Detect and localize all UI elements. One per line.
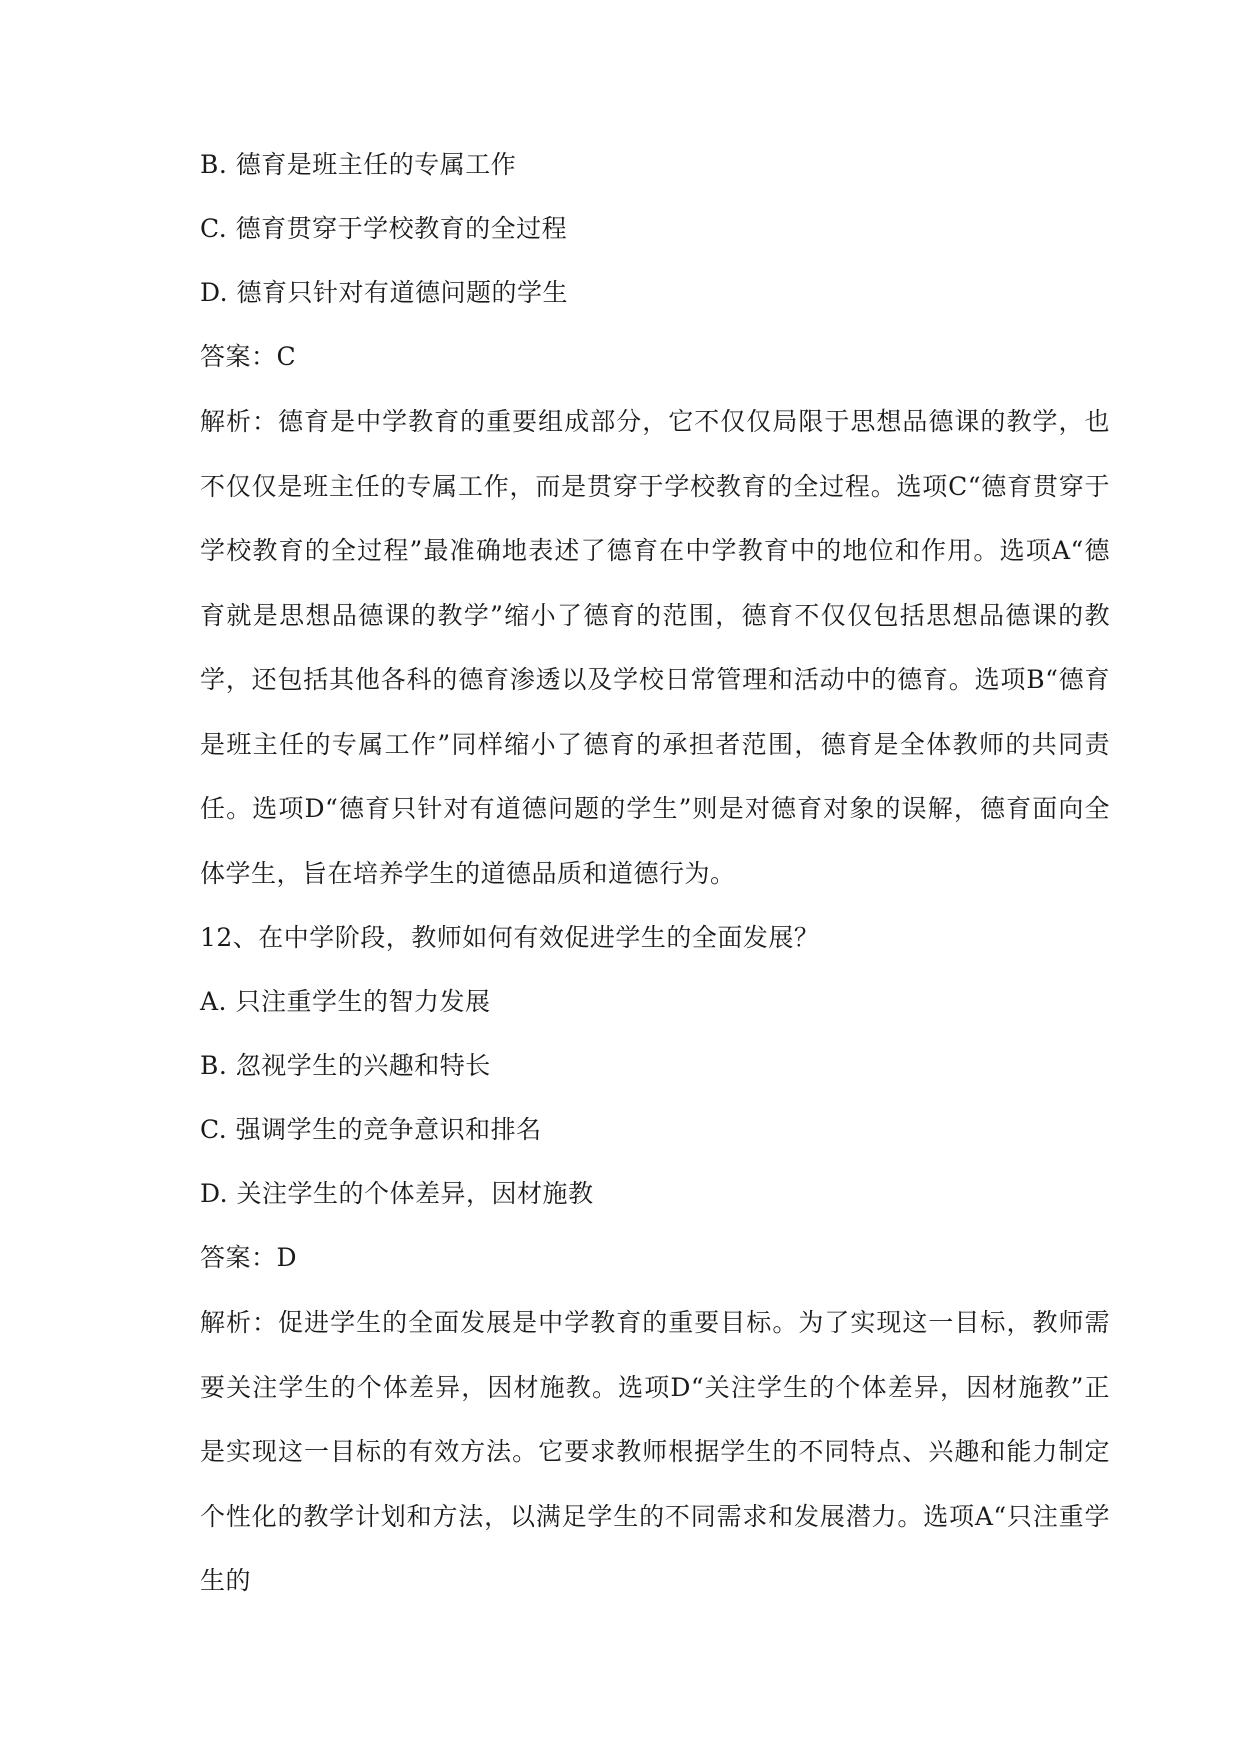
q12-option-d: D. 关注学生的个体差异，因材施教 <box>200 1179 594 1208</box>
q11-option-d: D. 德育只针对有道德问题的学生 <box>200 278 569 307</box>
q11-answer: 答案：C <box>200 342 297 371</box>
q12-option-a: A. 只注重学生的智力发展 <box>200 987 491 1016</box>
q11-option-b: B. 德育是班主任的专属工作 <box>200 150 517 179</box>
q11-option-c: C. 德育贯穿于学校教育的全过程 <box>200 214 568 243</box>
q12-option-b: B. 忽视学生的兴趣和特长 <box>200 1051 491 1080</box>
q12-analysis: 解析：促进学生的全面发展是中学教育的重要目标。为了实现这一目标，教师需要关注学生的个体差异，因材施教。选项D“关注学生的个体差异，因材施教”正是实现这一目标的有效方法。它要求教师根据学生的不同特点、兴趣和能力制定个性化的教学计划和方法，以满足学生的不同需求和发展潜力。选项A“只注重学生的 <box>200 1308 1110 1595</box>
q12-option-c: C. 强调学生的竞争意识和排名 <box>200 1115 542 1144</box>
q12-question: 12、在中学阶段，教师如何有效促进学生的全面发展？ <box>200 923 820 952</box>
q12-answer: 答案：D <box>200 1243 298 1272</box>
q11-analysis: 解析：德育是中学教育的重要组成部分，它不仅仅局限于思想品德课的教学，也不仅仅是班主任的专属工作，而是贯穿于学校教育的全过程。选项C“德育贯穿于学校教育的全过程”最准确地表述了德育在中学教育中的地位和作用。选项A“德育就是思想品德课的教学”缩小了德育的范围，德育不仅仅包括思想品德课的教学，还包括其他各科的德育渗透以及学校日常管理和活动中的德育。选项B“德育是班主任的专属工作”同样缩小了德育的承担者范围，德育是全体教师的共同责任。选项D“德育只针对有道德问题的学生”则是对德育对象的误解，德育面向全体学生，旨在培养学生的道德品质和道德行为。 <box>200 407 1110 888</box>
